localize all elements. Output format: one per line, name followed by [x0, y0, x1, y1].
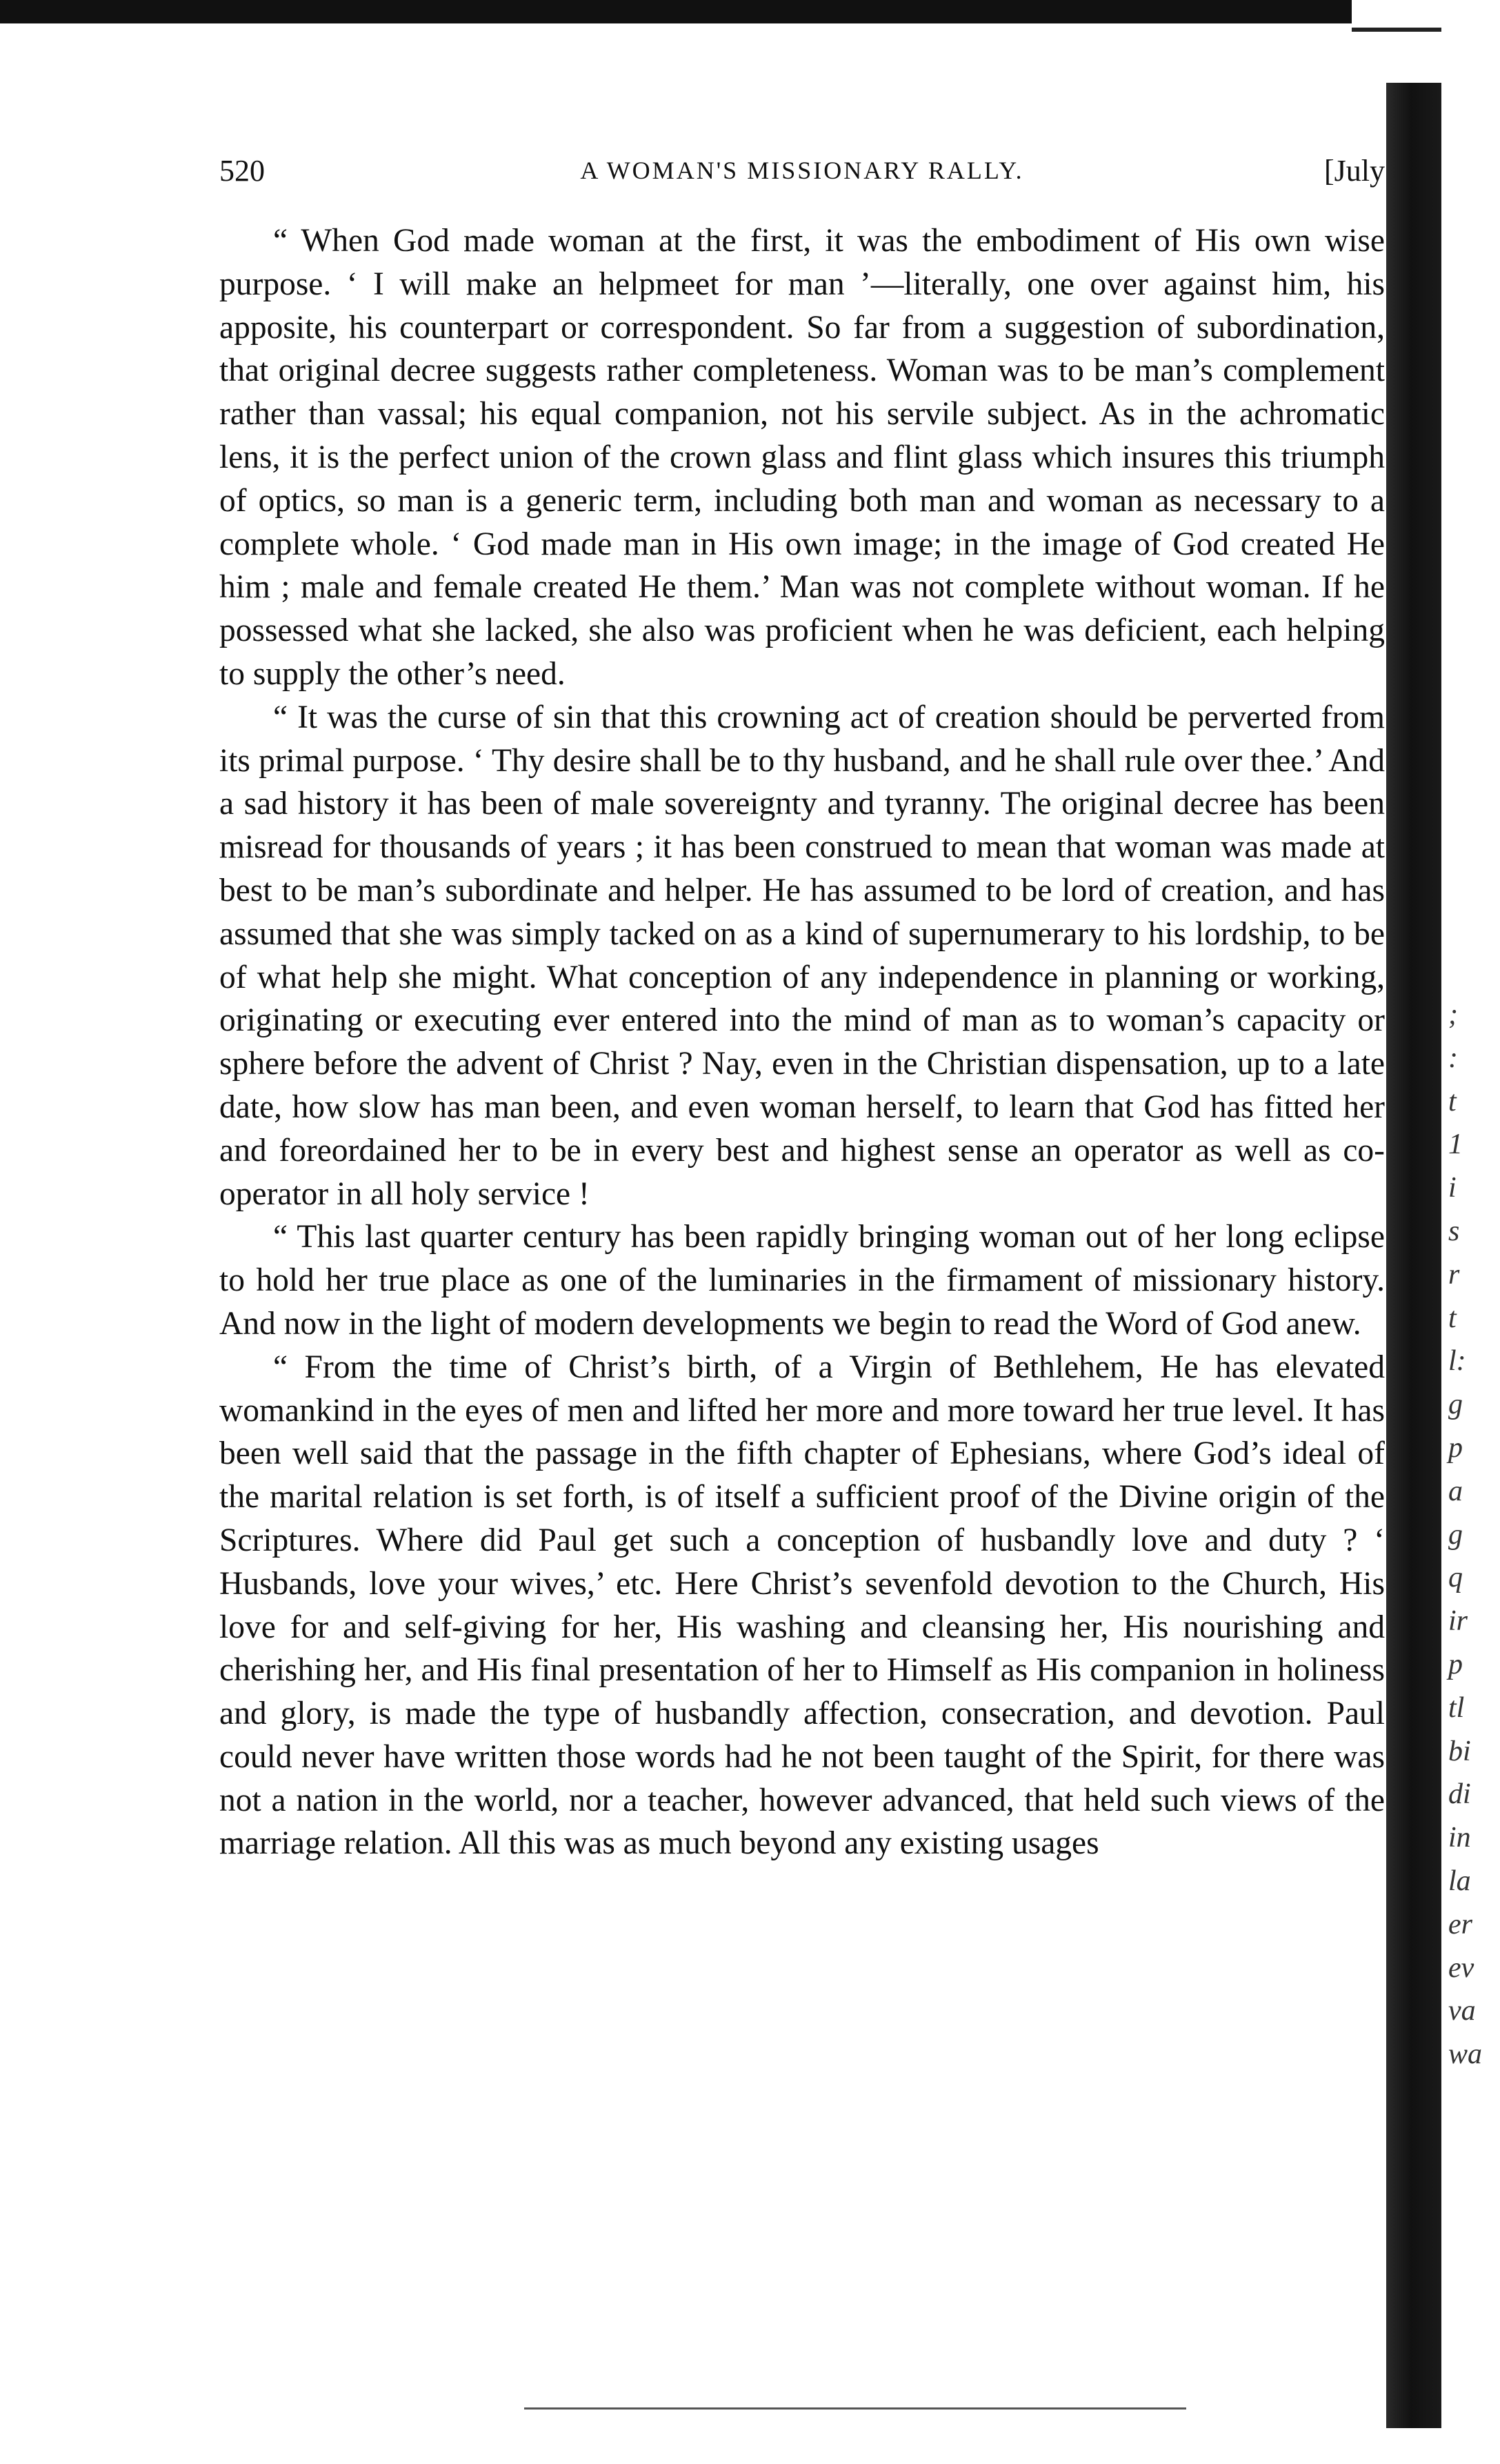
fragment: ev: [1448, 1951, 1474, 1984]
fragment: p: [1448, 1431, 1463, 1464]
fragment: 1: [1448, 1129, 1463, 1161]
paragraph-2: “ It was the curse of sin that this crowning act of creation should be perverted from its primal purpose. ‘ Thy desire shall be to thy husband, and he shall rule over thee.’ And a sad history it has been of male sovereignty and tyranny. The original decree has been misread for thousands of years ; it has been construed to mean that woman was made at best to be man’s subordinate and helper. He has assumed to be lord of creation, and has assumed that she was simply tacked on as a kind of supernumerary to his lordship, to be of what help she might. What conception of any independence in planning or working, originating or executing ever entered into the mind of man as to woman’s capacity or sphere before the advent of Christ ? Nay, even in the Christian dispensation, up to a late date, how slow has man been, and even woman herself, to learn that God has fitted her and foreordained her to be in every best and highest sense an operator as well as co-operator in all holy service !: [219, 699, 1385, 1212]
fragment: :: [1448, 1042, 1458, 1074]
fragment: er: [1448, 1908, 1472, 1940]
running-month: [July: [1324, 154, 1385, 188]
paragraph-3: “ This last quarter century has been rapidly bringing woman out of her long eclipse to hold her true place as one of the luminaries in the firmament of missionary history. And now in the light of modern developments we begin to read the Word of God anew.: [219, 1219, 1385, 1342]
fragment: in: [1448, 1822, 1471, 1854]
bottom-scan-line: [524, 2407, 1186, 2410]
fragment: p: [1448, 1648, 1463, 1680]
fragment: q: [1448, 1562, 1463, 1594]
fragment: t: [1448, 1302, 1457, 1334]
fragment: tl: [1448, 1691, 1465, 1724]
paragraph-1: “ When God made woman at the first, it was the embodiment of His own wise purpose. ‘ I will make an helpmeet for man ’—literally, one over against him, his apposite, his counterpart or correspondent. So far from a suggestion of subordination, that original decree suggests rather completeness. Woman was to be man’s complement rather than vassal; his equal companion, not his servile subject. As in the achromatic lens, it is the perfect union of the crown glass and flint glass which insures this triumph of optics, so man is a generic term, including both man and woman as necessary to a complete whole. ‘ God made man in His own image; in the image of God created He him ; male and female created He them.’ Man was not complete without woman. If he possessed what she lacked, she also was proficient when he was deficient, each helping to supply the other’s need.: [219, 223, 1385, 692]
fragment: di: [1448, 1778, 1471, 1811]
fragment: wa: [1448, 2038, 1483, 2071]
fragment: t: [1448, 1085, 1457, 1117]
fragment: a: [1448, 1475, 1463, 1507]
fragment: s: [1448, 1215, 1460, 1247]
fragment: g: [1448, 1389, 1463, 1421]
fragment: la: [1448, 1865, 1471, 1897]
body-text: [219, 219, 1385, 1865]
fragment: bi: [1448, 1735, 1471, 1767]
fragment: i: [1448, 1172, 1457, 1204]
top-scan-edge-thin: [1352, 28, 1441, 32]
top-scan-edge: [0, 0, 1352, 23]
running-title: A WOMAN'S MISSIONARY RALLY.: [580, 157, 1024, 184]
binding-gutter-shadow: [1386, 83, 1441, 2428]
paragraph-4: “ From the time of Christ’s birth, of a Virgin of Bethlehem, He has elevated womankind in the eyes of men and lifted her more and more toward her true level. It has been well said that the passage in the fifth chapter of Ephesians, where God’s ideal of the marital relation is set forth, is of itself a sufficient proof of the Divine origin of the Scriptures. Where did Paul get such a conception of husbandly love and duty ? ‘ Husbands, love your wives,’ etc. Here Christ’s sevenfold devotion to the Church, His love for and self-giving for her, His washing and cleansing her, His nourishing and cherishing her, and His final presentation of her to Himself as His companion in holiness and glory, is made the type of husbandly affection, consecration, and devotion. Paul could never have written those words had he not been taught of the Spirit, for there was not a nation in the world, nor a teacher, however advanced, that held such views of the marriage relation. All this was as much beyond any existing usages: [219, 1349, 1385, 1862]
page-number: 520: [219, 154, 265, 188]
fragment: ;: [1448, 999, 1458, 1031]
page-header: [219, 153, 1385, 195]
next-page-fragments: [1448, 993, 1490, 2076]
fragment: ir: [1448, 1605, 1468, 1638]
fragment: r: [1448, 1258, 1460, 1291]
fragment: l:: [1448, 1345, 1466, 1378]
fragment: va: [1448, 1995, 1476, 2027]
fragment: g: [1448, 1518, 1463, 1551]
